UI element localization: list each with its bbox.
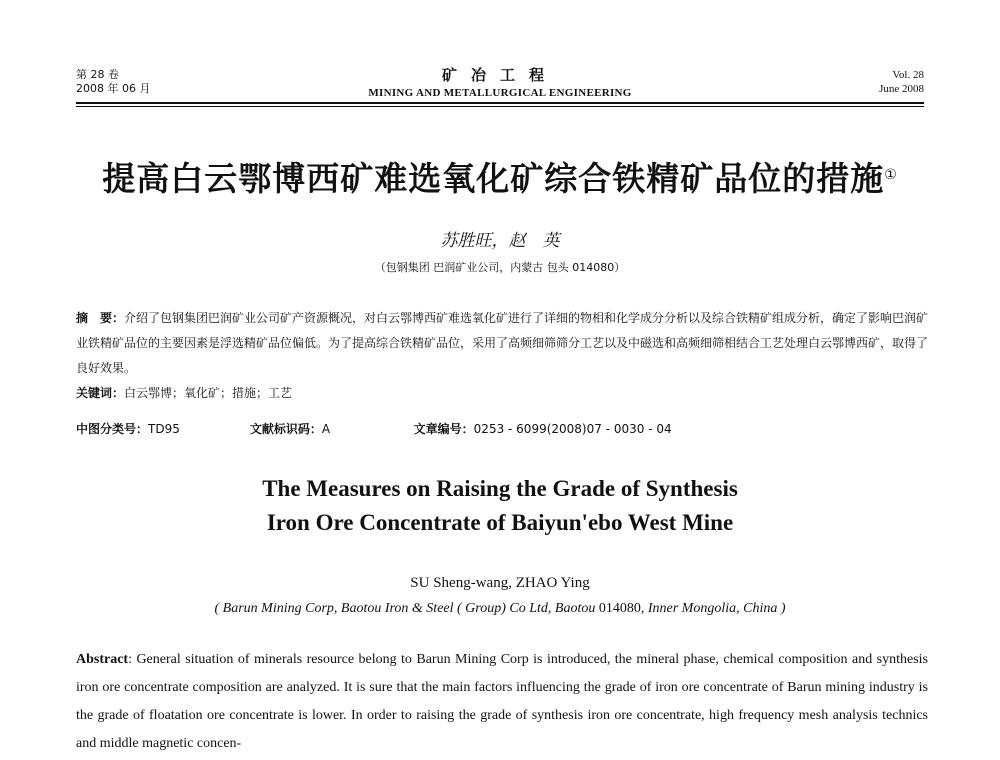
abstract-cn <box>76 306 932 406</box>
header-rule-thick <box>76 102 924 104</box>
header-right <box>879 68 924 96</box>
article-title-cn <box>40 158 960 200</box>
clc-label: 中图分类号： <box>76 422 149 436</box>
abstract-cn-paragraph <box>76 306 932 381</box>
doc-code-value: A <box>321 422 331 436</box>
abstract-cn-text: 介绍了包钢集团巴润矿业公司矿产资源概况，对白云鄂博西矿难选氧化矿进行了详细的物相和化学成分分析以及综合铁精矿组成分析，确定了影响巴润矿业铁精矿品位的主要因素是浮选精矿品位偏低。为了提高综合铁精矿品位，采用了高频细筛筛分工艺以及中磁选和高频细筛相结合工艺处理白云鄂博西矿，取得了良好效果。 <box>76 311 929 375</box>
affiliation-en-zip: 014080 <box>598 601 641 616</box>
article-title-en <box>100 472 900 540</box>
classification-row <box>76 421 672 437</box>
affiliation-en-part-b: , Inner Mongolia, China ) <box>640 601 786 616</box>
abstract-en-label: Abstract <box>76 652 129 667</box>
authors-en: SU Sheng-wang, ZHAO Ying <box>410 575 590 591</box>
title-en-line-2: Iron Ore Concentrate of Baiyun'ebo West Mine <box>266 510 734 535</box>
article-no-field <box>414 421 672 437</box>
abstract-cn-label: 摘 要： <box>76 311 125 325</box>
keywords-cn-label: 关键词： <box>76 386 125 400</box>
volume-cn: 第 28 卷 <box>76 68 119 81</box>
affiliation-en <box>100 599 900 619</box>
title-en-line-1: The Measures on Raising the Grade of Synthesis <box>262 476 738 501</box>
journal-name-en: MINING AND METALLURGICAL ENGINEERING <box>368 87 632 99</box>
doc-code-field <box>250 421 410 437</box>
date-cn: 2008 年 06 月 <box>76 82 151 95</box>
abstract-en <box>76 646 928 758</box>
keywords-cn <box>76 381 932 406</box>
title-cn-text: 提高白云鄂博西矿难选氧化矿综合铁精矿品位的措施 <box>102 159 885 198</box>
header-left <box>76 68 150 96</box>
keywords-cn-text: 白云鄂博；氧化矿；措施；工艺 <box>124 386 293 400</box>
affiliation-en-part-a: ( Barun Mining Corp, Baotou Iron & Steel ( Group) Co Ltd, Baotou <box>214 601 599 616</box>
affiliation-cn: （包钢集团 巴润矿业公司，内蒙古 包头 014080） <box>374 261 626 274</box>
authors-cn: 苏胜旺，赵 英 <box>440 231 560 251</box>
doc-code-label: 文献标识码： <box>249 422 322 436</box>
article-no-value: 0253 - 6099(2008)07 - 0030 - 04 <box>473 422 672 436</box>
volume-en: Vol. 28 <box>892 69 924 81</box>
date-en: June 2008 <box>879 83 924 95</box>
header-rule-thin <box>76 106 924 107</box>
journal-name-cn: 矿冶工程 <box>441 66 558 84</box>
footnote-mark: ① <box>884 167 898 183</box>
abstract-en-text: : General situation of minerals resource belong to Barun Mining Corp is introduced, the mineral phase, chemical composition and synthesis iron ore concentrate composition are analyzed. It is sure that the main factors influencing the grade of iron ore concentrate of Barun mining industry is the grade of floatation ore concentrate is lower. In order to raising the grade of synthesis iron ore concentrate, high frequency mesh analysis technics and middle magnetic concen- <box>76 652 928 751</box>
clc-field <box>76 421 246 437</box>
clc-value: TD95 <box>148 422 180 436</box>
article-no-label: 文章编号： <box>413 422 474 436</box>
header-center <box>300 66 700 100</box>
